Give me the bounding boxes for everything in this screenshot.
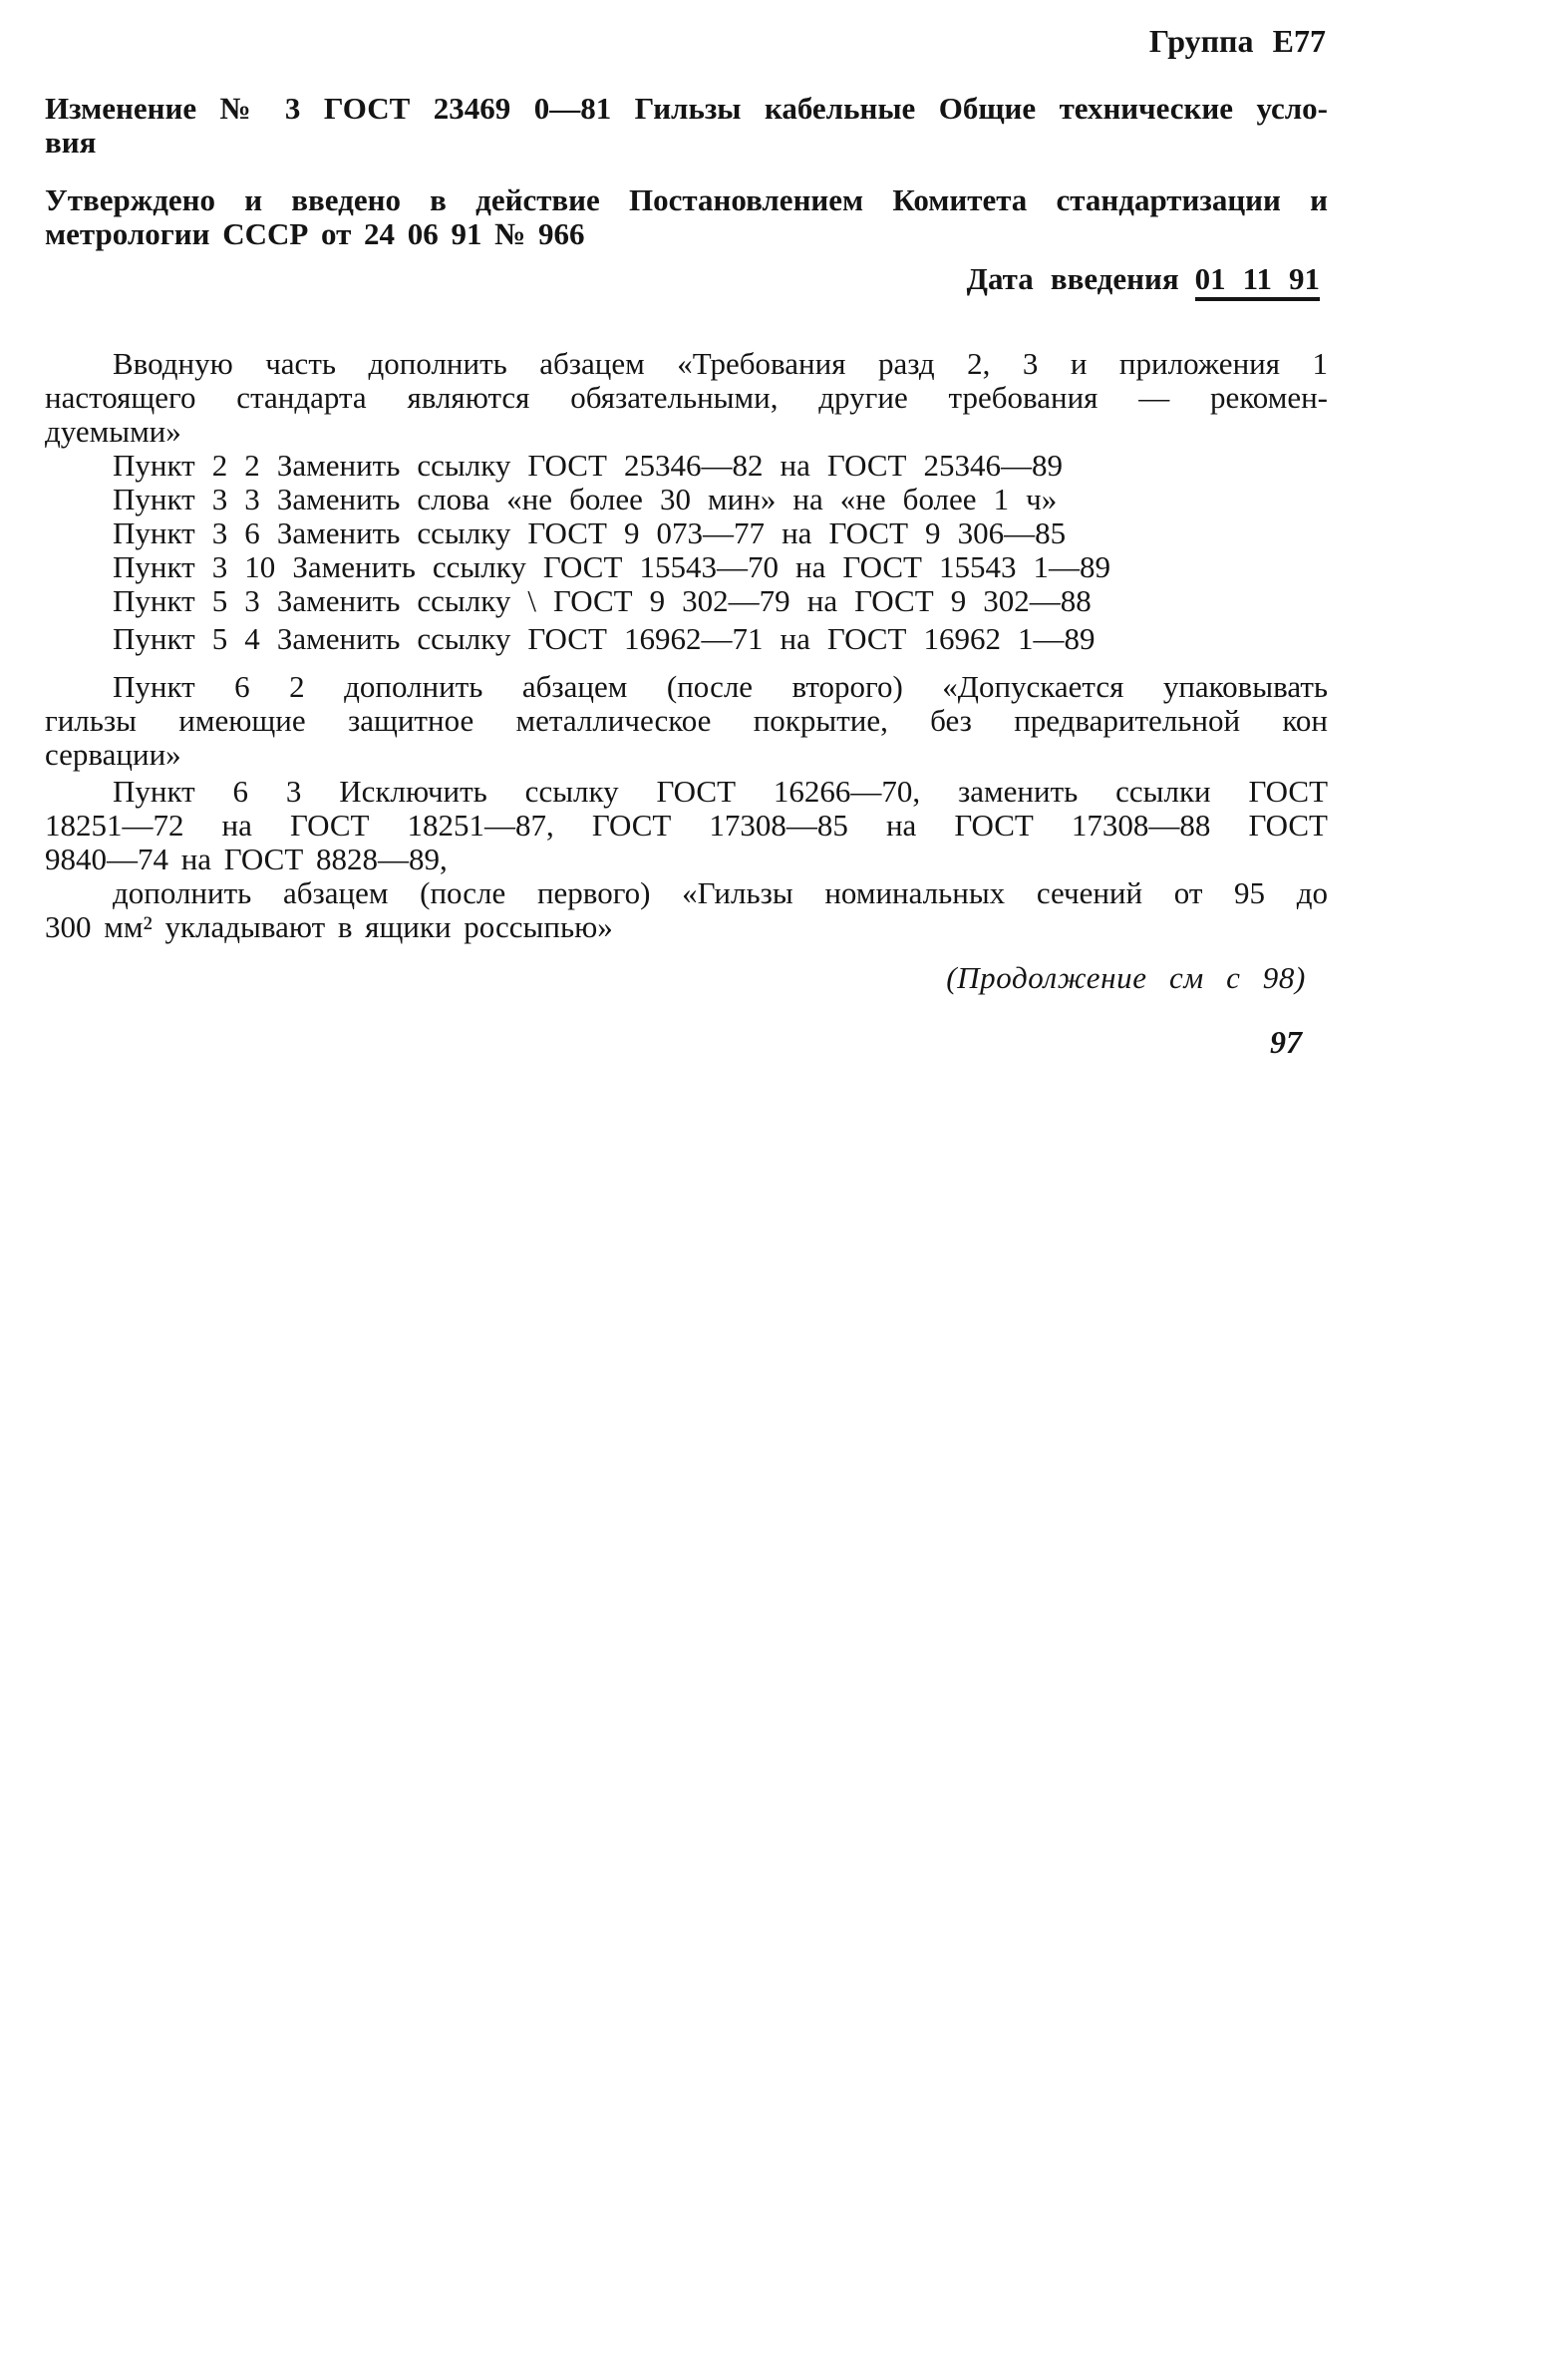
body-line: дуемыми» — [45, 414, 181, 449]
body-line: Вводную часть дополнить абзацем «Требования разд 2, 3 и приложения 1 — [113, 346, 1328, 381]
introduction-date-label: Дата введения — [966, 261, 1179, 296]
body-line: Пункт 3 10 Заменить ссылку ГОСТ 15543—70 на ГОСТ 15543 1—89 — [113, 549, 1111, 584]
paragraph-item-6-2 — [45, 670, 1328, 772]
introduction-date — [45, 262, 1328, 301]
paragraph-item-6-3-addition — [45, 876, 1328, 944]
title-line: вия — [45, 125, 97, 160]
body-line: сервации» — [45, 737, 181, 772]
paragraph-item-5-3 — [45, 584, 1328, 618]
title-line: Изменение № 3 ГОСТ 23469 0—81 Гильзы кабельные Общие технические усло- — [45, 91, 1328, 126]
group-label: Группа Е77 — [1148, 23, 1326, 59]
paragraph-item-3-3 — [45, 483, 1328, 516]
body-line: Пункт 3 6 Заменить ссылку ГОСТ 9 073—77 на ГОСТ 9 306—85 — [113, 515, 1067, 550]
body-line: Пункт 5 3 Заменить ссылку \ ГОСТ 9 302—79 на ГОСТ 9 302—88 — [113, 583, 1092, 618]
body-line: гильзы имеющие защитное металлическое покрытие, без предварительной кон — [45, 703, 1328, 738]
page-number: 97 — [1270, 1024, 1302, 1060]
introduction-date-value: 01 11 91 — [1195, 262, 1320, 301]
body-line: 300 мм² укладывают в ящики россыпью» — [45, 909, 613, 944]
body-line: Пункт 5 4 Заменить ссылку ГОСТ 16962—71 на ГОСТ 16962 1—89 — [113, 621, 1096, 656]
approval-line: Утверждено и введено в действие Постановлением Комитета стандартизации и — [45, 182, 1328, 217]
page-content — [45, 0, 1328, 1059]
paragraph-item-2-2 — [45, 449, 1328, 483]
document-title — [45, 92, 1328, 160]
paragraph-item-5-4 — [45, 622, 1328, 656]
body-line: настоящего стандарта являются обязательными, другие требования — рекомен- — [45, 380, 1328, 415]
approval-line: метрологии СССР от 24 06 91 № 966 — [45, 216, 585, 251]
body-line: Пункт 2 2 Заменить ссылку ГОСТ 25346—82 на ГОСТ 25346—89 — [113, 448, 1064, 483]
paragraph-item-6-3 — [45, 775, 1328, 876]
paragraph-intro-part — [45, 347, 1328, 449]
approval-statement — [45, 183, 1328, 251]
body-line: 9840—74 на ГОСТ 8828—89, — [45, 842, 448, 876]
body-line: дополнить абзацем (после первого) «Гильзы номинальных сечений от 95 до — [113, 875, 1328, 910]
body-line: Пункт 6 2 дополнить абзацем (после второго) «Допускается упаковывать — [113, 669, 1328, 704]
continuation-note: (Продолжение см с 98) — [946, 960, 1306, 995]
body-line: Пункт 3 3 Заменить слова «не более 30 мин» на «не более 1 ч» — [113, 482, 1058, 516]
body-line: 18251—72 на ГОСТ 18251—87, ГОСТ 17308—85 на ГОСТ 17308—88 ГОСТ — [45, 808, 1328, 843]
body-line: Пункт 6 3 Исключить ссылку ГОСТ 16266—70, заменить ссылки ГОСТ — [113, 774, 1328, 809]
paragraph-item-3-10 — [45, 550, 1328, 584]
amendment-body — [45, 347, 1328, 944]
paragraph-item-3-6 — [45, 516, 1328, 550]
